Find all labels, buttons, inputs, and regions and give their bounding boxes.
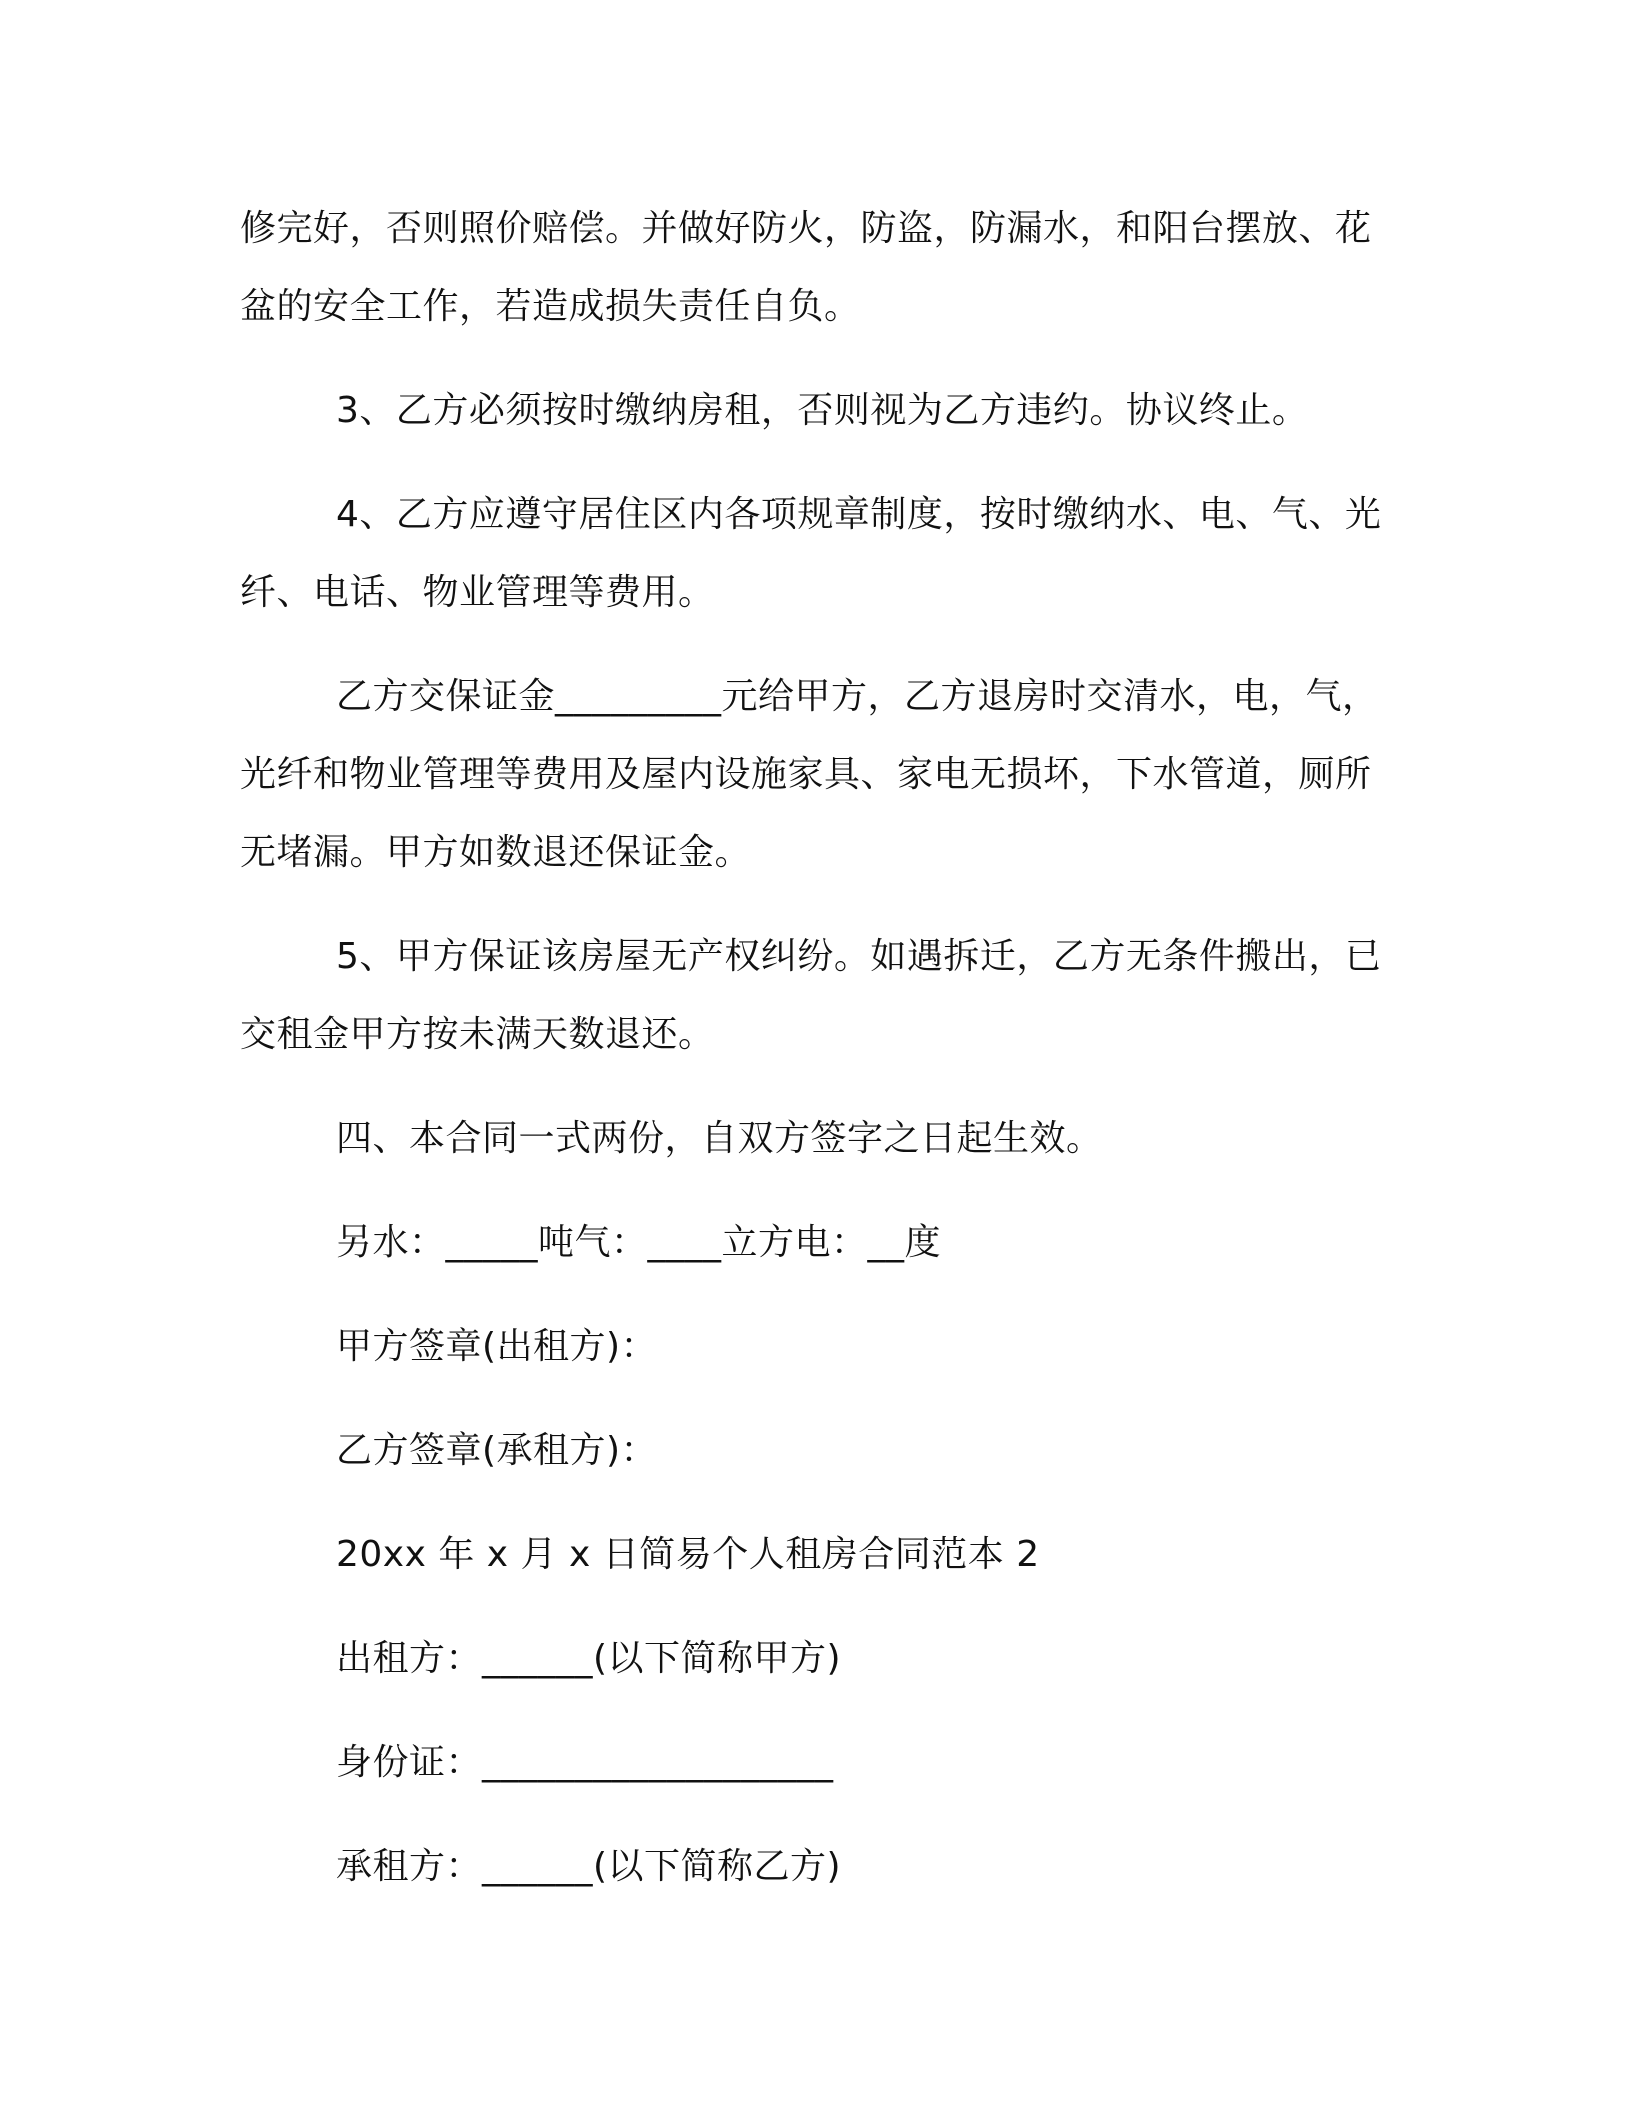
line-party-b-signature: 乙方签章(承租方)： bbox=[336, 1430, 658, 1471]
line-lessor: 出租方：______(以下简称甲方) bbox=[336, 1638, 842, 1679]
paragraph-clause-5: 5、甲方保证该房屋无产权纠纷。如遇拆迁，乙方无条件搬出，已交租金甲方按未满天数退还。 bbox=[240, 936, 1382, 1055]
line-lessee: 承租方：______(以下简称乙方) bbox=[336, 1846, 842, 1887]
line-party-a-signature: 甲方签章(出租方)： bbox=[336, 1326, 658, 1367]
paragraph-clause-4: 4、乙方应遵守居住区内各项规章制度，按时缴纳水、电、气、光纤、电话、物业管理等费用。 bbox=[240, 494, 1382, 613]
paragraph-repair-liability: 修完好，否则照价赔偿。并做好防火，防盗，防漏水，和阳台摆放、花盆的安全工作，若造成损失责任自负。 bbox=[240, 208, 1372, 327]
paragraph-deposit: 乙方交保证金_________元给甲方，乙方退房时交清水，电，气，光纤和物业管理等费用及屋内设施家具、家电无损坏，下水管道，厕所无堵漏。甲方如数退还保证金。 bbox=[240, 676, 1379, 873]
paragraph-clause-3: 3、乙方必须按时缴纳房租，否则视为乙方违约。协议终止。 bbox=[336, 390, 1309, 431]
line-id-card: 身份证：___________________ bbox=[336, 1742, 834, 1783]
line-date-and-title: 20xx 年 x 月 x 日简易个人租房合同范本 2 bbox=[336, 1534, 1040, 1575]
line-utility-readings: 另水：_____吨气：____立方电：__度 bbox=[336, 1222, 942, 1263]
document-body bbox=[240, 190, 1400, 1932]
line-contract-copies: 四、本合同一式两份，自双方签字之日起生效。 bbox=[336, 1118, 1103, 1159]
